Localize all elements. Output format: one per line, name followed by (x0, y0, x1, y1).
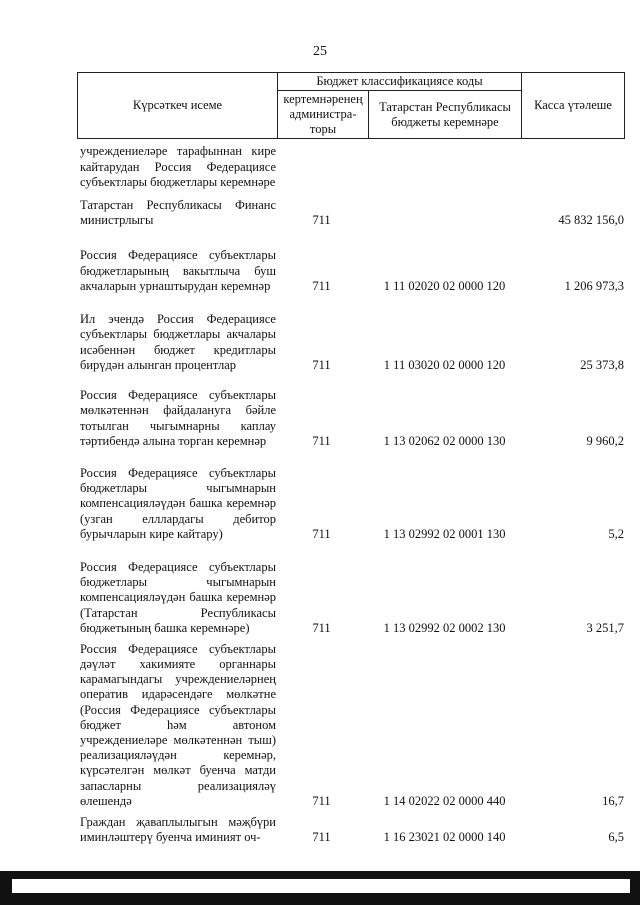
scan-border-gap (12, 879, 630, 893)
row-code: 1 14 02022 02 0000 440 (383, 794, 506, 808)
table-row (80, 815, 624, 847)
row-amount: 3 251,7 (586, 621, 624, 635)
row-amount: 9 960,2 (586, 434, 624, 448)
col-revenue-code: Татарстан Республикасы бюджеты керемнәре (369, 91, 522, 139)
row-amount: 6,5 (608, 830, 624, 844)
col-cash: Касса үтәлеше (522, 73, 625, 139)
row-code: 1 13 02992 02 0002 130 (383, 621, 506, 635)
row-name: Россия Федерациясе субъектлары бюджетларының вакытлыча буш акчаларын урнаштырудан керемнәр (80, 248, 276, 293)
row-name: учреждениеләре тарафыннан кире кайтарудан Россия Федерациясе субъектлары бюджетлары керемнәре (80, 144, 276, 189)
row-name: Граждан җаваплылыгын мәҗбүри иминләштерү буенча иминият оч- (80, 815, 276, 845)
row-admin: 711 (312, 830, 331, 844)
row-admin: 711 (312, 527, 331, 541)
table-row (80, 298, 624, 373)
row-admin: 711 (312, 794, 331, 808)
row-admin: 711 (312, 279, 331, 293)
row-amount: 16,7 (602, 794, 624, 808)
row-name: Россия Федерациясе субъектлары дәүләт хакимияте органнары карамагындагы учреждениеләрнең оператив идарәсендәге мөлкәтне (Россия Федерациясе субъектлары бюджет һәм автоном учреждениеләре мөлкәтеннән тыш) реализацияләүдән керемнәр, күрсәтелгән мөлкәт буенча матди запасларны реализацияләү өлешендә (80, 641, 276, 808)
row-name: Россия Федерациясе субъектлары мөлкәтеннән файдалануга бәйле тотылган чыгымнарны каплау тәртибендә алына торган керемнәр (80, 388, 276, 448)
table-row (80, 193, 624, 228)
table-row (80, 641, 624, 809)
row-name: Ил эчендә Россия Федерациясе субъектлары бюджетлары акчалары исәбеннән бюджет кредитлары бирүдән алынган процентлар (80, 312, 276, 372)
row-admin: 711 (312, 434, 331, 448)
row-amount: 1 206 973,3 (564, 279, 624, 293)
col-indicator: Күрсәткеч исеме (78, 73, 278, 139)
row-code: 1 13 02992 02 0001 130 (383, 527, 506, 541)
row-code: 1 11 03020 02 0000 120 (383, 358, 506, 372)
row-amount: 25 373,8 (580, 358, 624, 372)
row-amount: 5,2 (608, 527, 624, 541)
table-row (80, 134, 624, 190)
row-code: 1 16 23021 02 0000 140 (383, 830, 506, 844)
col-admin: кертемнәренең администра-торы (278, 91, 369, 139)
scan-border-bottom (0, 871, 640, 905)
row-name: Россия Федерациясе субъектлары бюджетлары чыгымнарын компенсацияләүдән башка керемнәр (Татарстан Республикасы бюджетының башка керемнәре) (80, 559, 276, 635)
row-admin: 711 (312, 621, 331, 635)
row-code: 1 13 02062 02 0000 130 (383, 434, 506, 448)
table-row (80, 547, 624, 636)
col-budget-codes: Бюджет классификациясе коды (278, 73, 522, 91)
table-row (80, 231, 624, 294)
table-row (80, 377, 624, 449)
row-code: 1 11 02020 02 0000 120 (383, 279, 506, 293)
table-row (80, 453, 624, 542)
row-name: Россия Федерациясе субъектлары бюджетлары чыгымнарын компенсацияләүдән башка керемнәр (узган елллардагы дебитор бурычларын кире кайтару) (80, 465, 276, 541)
row-admin: 711 (312, 358, 331, 372)
row-admin: 711 (312, 213, 331, 227)
budget-table-header (77, 72, 625, 139)
row-amount: 45 832 156,0 (558, 213, 624, 227)
row-name: Татарстан Республикасы Финанс министрлыгы (80, 197, 276, 227)
page-number: 25 (313, 44, 327, 59)
table-body (80, 134, 624, 847)
